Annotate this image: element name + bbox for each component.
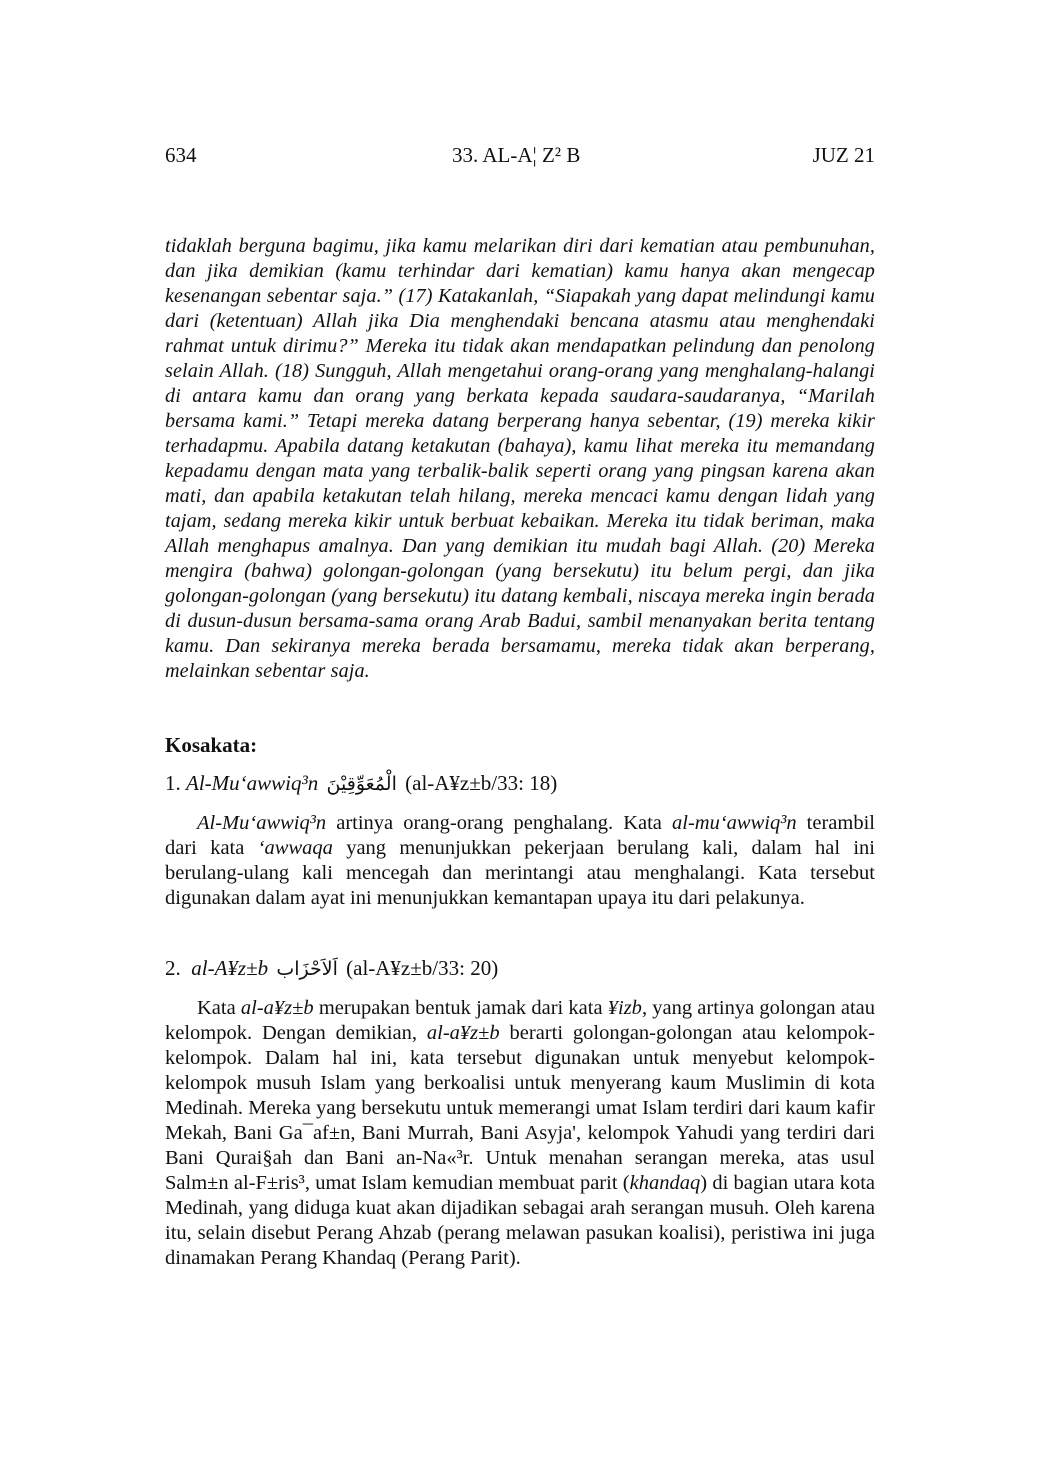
body-text: ) di bagian utara kota Medinah, yang diduga kuat akan dijadikan sebagai arah serangan musuh. Oleh karena itu, selain disebut Perang Ahzab (perang melawan pasukan koalisi), peristiwa ini juga dinamakan Perang Khandaq (Perang Parit). <box>165 1172 875 1269</box>
translation-paragraph: tidaklah berguna bagimu, jika kamu melarikan diri dari kematian atau pembunuhan, dan jika demikian (kamu terhindar dari kematian) kamu hanya akan mengecap kesenangan sebentar saja.” (17) Katakanlah, “Siapakah yang dapat melindungi kamu dari (ketentuan) Allah jika Dia menghendaki bencana atasmu atau menghendaki rahmat untuk dirimu?” Mereka itu tidak akan mendapatkan pelindung dan penolong selain Allah. (18) Sungguh, Allah mengetahui orang-orang yang menghalang-halangi di antara kamu dan orang yang berkata kepada saudara-saudaranya, “Marilah bersama kami.” Tetapi mereka datang berperang hanya sebentar, (19) mereka kikir terhadapmu. Apabila datang ketakutan (bahaya), kamu lihat mereka itu memandang kepadamu dengan mata yang terbalik-balik seperti orang yang pingsan karena akan mati, dan apabila ketakutan telah hilang, mereka mencaci kamu dengan lidah yang tajam, sedang mereka kikir untuk berbuat kebaikan. Mereka itu tidak beriman, maka Allah menghapus amalnya. Dan yang demikian itu mudah bagi Allah. (20) Mereka mengira (bahwa) golongan-golongan (yang bersekutu) itu belum pergi, dan jika golongan-golongan (yang bersekutu) itu datang kembali, niscaya mereka ingin berada di dusun-dusun bersama-sama orang Arab Badui, sambil menanyakan berita tentang kamu. Dan sekiranya mereka berada bersamamu, mereka tidak akan berperang, melainkan sebentar saja. <box>165 235 875 682</box>
vocab-arabic: الْمُعَوِّقِيْنَ <box>326 773 397 795</box>
vocab-number: 1. <box>165 771 181 795</box>
page-number: 634 <box>165 143 197 167</box>
term-italic: khandaq <box>629 1172 701 1194</box>
term-italic: ¥izb <box>607 997 642 1019</box>
vocab-reference: (al-A¥z±b/33: 18) <box>405 771 558 795</box>
vocab-item-2-body <box>165 996 875 1271</box>
term-italic: ‘awwaqa <box>257 837 333 859</box>
vocab-number: 2. <box>165 956 181 980</box>
kosakata-heading: Kosakata: <box>165 733 258 757</box>
term-italic: al-a¥z±b <box>240 997 314 1019</box>
vocab-item-2-heading <box>165 956 498 981</box>
body-text: terambil dari kata <box>165 812 875 859</box>
vocab-item-1-body <box>165 811 875 911</box>
term-italic: Al-Mu‘awwiq³n <box>197 812 327 834</box>
body-text: artinya orang-orang penghalang. Kata <box>326 812 672 834</box>
body-text: Kata <box>197 997 241 1019</box>
body-text: berarti golongan-golongan atau kelompok-kelompok. Dalam hal ini, kata tersebut digunakan untuk menyebut kelompok-kelompok musuh Islam yang berkoalisi untuk menyerang kaum Muslimin di kota Medinah. Mereka yang bersekutu untuk memerangi umat Islam terdiri dari kaum kafir Mekah, Bani Ga¯af±n, Bani Murrah, Bani Asyja', kelompok Yahudi yang terdiri dari Bani Qurai§ah dan Bani an-Na«³r. Untuk menahan serangan mereka, atas usul Salm±n al-F±ris³, umat Islam kemudian membuat parit ( <box>165 1022 875 1194</box>
vocab-term: Al-Mu‘awwiq³n <box>186 771 319 795</box>
vocab-arabic: اَلاَحْزَاب <box>276 958 338 980</box>
juz-label: JUZ 21 <box>812 143 875 167</box>
vocab-item-1-heading <box>165 771 557 796</box>
term-italic: al-a¥z±b <box>426 1022 500 1044</box>
body-text: merupakan bentuk jamak dari kata <box>313 997 608 1019</box>
body-text: yang menunjukkan pekerjaan berulang kali, dalam hal ini berulang-ulang kali mencegah dan merintangi atau menghalangi. Kata tersebut digunakan dalam ayat ini menunjukkan kemantapan upaya itu dari pelakunya. <box>165 837 876 909</box>
term-italic: al-mu‘awwiq³n <box>672 812 797 834</box>
body-text: , yang artinya golongan atau kelompok. Dengan demikian, <box>165 997 876 1044</box>
page-header <box>165 143 875 173</box>
vocab-term: al-A¥z±b <box>191 956 269 980</box>
surah-title: 33. AL-A¦ Z² B <box>452 143 581 167</box>
vocab-reference: (al-A¥z±b/33: 20) <box>346 956 499 980</box>
